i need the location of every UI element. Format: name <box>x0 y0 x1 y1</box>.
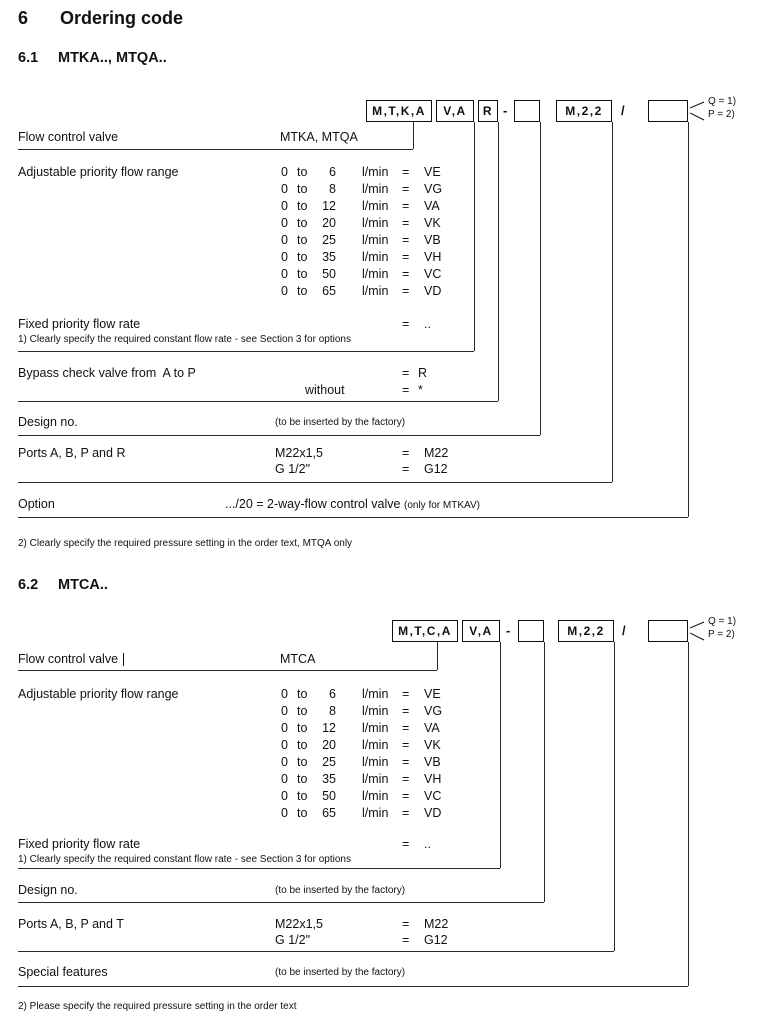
flow-max: 25 <box>322 233 336 247</box>
qp-bracket-icon-61 <box>690 100 706 126</box>
flow-code: VH <box>424 250 442 264</box>
flow-unit: l/min <box>362 233 389 247</box>
ports-code-metric-61: M22 <box>424 446 449 460</box>
adjustable-range-label-62: Adjustable priority flow range <box>18 687 179 701</box>
flow-to-word: to <box>297 772 308 786</box>
subsection-61-number: 6.1 <box>18 50 39 66</box>
flow-unit: l/min <box>362 806 389 820</box>
flow-max: 25 <box>322 755 336 769</box>
flow-from: 0 <box>281 233 288 247</box>
footnote-1-62: 1) Clearly specify the required constant flow rate - see Section 3 for options <box>18 854 351 865</box>
flow-code: VC <box>424 267 442 281</box>
ports-thread-metric-62: M22x1,5 <box>275 917 323 931</box>
flow-code: VA <box>424 721 440 735</box>
rule-flow-control-62 <box>18 670 437 671</box>
subsection-61-title: MTKA.., MTQA.. <box>58 50 167 66</box>
flow-max: 8 <box>329 704 336 718</box>
flow-from: 0 <box>281 806 288 820</box>
flow-from: 0 <box>281 284 288 298</box>
flow-range-row <box>0 165 765 182</box>
flow-unit: l/min <box>362 267 389 281</box>
flow-range-row <box>0 738 765 755</box>
code-box-bypass-61: R <box>478 100 498 122</box>
equals-sign: = <box>402 772 410 786</box>
code-box-ports-62: M,2,2 <box>558 620 614 642</box>
ports-code-gas-61: G12 <box>424 462 448 476</box>
flow-to-word: to <box>297 165 308 179</box>
ports-code-gas-62: G12 <box>424 933 448 947</box>
flow-code: VG <box>424 182 443 196</box>
flow-to-word: to <box>297 738 308 752</box>
flow-code: VD <box>424 806 442 820</box>
flow-code: VH <box>424 772 442 786</box>
fixed-rate-label-62: Fixed priority flow rate <box>18 837 141 851</box>
connector-line-flow-control-61 <box>413 122 414 149</box>
flow-range-row <box>0 687 765 704</box>
bypass-code-61: R <box>418 366 428 380</box>
flow-code: VB <box>424 233 441 247</box>
qp-bracket-icon-62 <box>690 620 706 646</box>
flow-range-table-61 <box>0 165 765 301</box>
bypass-without-code-61: * <box>418 383 423 397</box>
option-note-61: (only for MTKAV) <box>404 500 480 511</box>
ports-label-61: Ports A, B, P and R <box>18 446 126 460</box>
ports-thread-metric-61: M22x1,5 <box>275 446 323 460</box>
rule-ports-62 <box>18 951 614 952</box>
code-box-product-62: M,T,C,A <box>392 620 458 642</box>
flow-code: VK <box>424 216 441 230</box>
equals-sign: = <box>402 837 410 851</box>
rule-flow-range-61 <box>18 351 474 352</box>
equals-sign: = <box>402 250 410 264</box>
flow-code: VG <box>424 704 443 718</box>
code-box-ports-61: M,2,2 <box>556 100 612 122</box>
equals-sign: = <box>402 383 410 397</box>
flow-range-row <box>0 182 765 199</box>
bypass-label-61: Bypass check valve from A to P <box>18 366 196 380</box>
q-option-label-61: Q = 1) <box>708 96 737 107</box>
flow-to-word: to <box>297 687 308 701</box>
ports-label-62: Ports A, B, P and T <box>18 917 124 931</box>
flow-code: VC <box>424 789 442 803</box>
code-box-product-61: M,T,K,A <box>366 100 432 122</box>
flow-control-label-61: Flow control valve <box>18 130 119 144</box>
equals-sign: = <box>402 917 410 931</box>
rule-ports-61 <box>18 482 612 483</box>
p-option-label-62: P = 2) <box>708 629 735 640</box>
flow-control-value-62: MTCA <box>280 652 316 666</box>
flow-to-word: to <box>297 704 308 718</box>
q-option-label-62: Q = 1) <box>708 616 737 627</box>
flow-to-word: to <box>297 721 308 735</box>
footnote-1-61: 1) Clearly specify the required constant flow rate - see Section 3 for options <box>18 334 351 345</box>
connector-line-flow-control-62 <box>437 642 438 670</box>
equals-sign: = <box>402 199 410 213</box>
flow-to-word: to <box>297 199 308 213</box>
flow-to-word: to <box>297 267 308 281</box>
flow-code: VK <box>424 738 441 752</box>
equals-sign: = <box>402 165 410 179</box>
fixed-rate-label-61: Fixed priority flow rate <box>18 317 141 331</box>
flow-range-row <box>0 704 765 721</box>
special-features-note-62: (to be inserted by the factory) <box>275 967 406 978</box>
flow-range-row <box>0 216 765 233</box>
equals-sign: = <box>402 233 410 247</box>
flow-unit: l/min <box>362 165 389 179</box>
slash-separator-62: / <box>622 623 626 638</box>
flow-max: 12 <box>322 721 336 735</box>
equals-sign: = <box>402 182 410 196</box>
code-box-special-62 <box>648 620 688 642</box>
flow-unit: l/min <box>362 721 389 735</box>
flow-from: 0 <box>281 216 288 230</box>
design-note-61: (to be inserted by the factory) <box>275 417 406 428</box>
flow-unit: l/min <box>362 182 389 196</box>
fixed-rate-code-61: .. <box>424 317 431 331</box>
subsection-62-title: MTCA.. <box>58 577 108 593</box>
equals-sign: = <box>402 806 410 820</box>
flow-to-word: to <box>297 233 308 247</box>
option-value-61: .../20 = 2-way-flow control valve <box>225 497 401 511</box>
flow-max: 65 <box>322 284 336 298</box>
subsection-62-number: 6.2 <box>18 577 39 593</box>
flow-code: VD <box>424 284 442 298</box>
flow-unit: l/min <box>362 199 389 213</box>
flow-range-row <box>0 789 765 806</box>
flow-control-value-61: MTKA, MTQA <box>280 130 358 144</box>
ports-code-metric-62: M22 <box>424 917 449 931</box>
flow-unit: l/min <box>362 216 389 230</box>
flow-max: 50 <box>322 267 336 281</box>
bypass-without-label-61: without <box>305 383 345 397</box>
equals-sign: = <box>402 462 410 476</box>
flow-unit: l/min <box>362 738 389 752</box>
flow-unit: l/min <box>362 704 389 718</box>
flow-from: 0 <box>281 755 288 769</box>
flow-max: 35 <box>322 772 336 786</box>
equals-sign: = <box>402 721 410 735</box>
equals-sign: = <box>402 755 410 769</box>
flow-from: 0 <box>281 789 288 803</box>
flow-unit: l/min <box>362 755 389 769</box>
flow-range-row <box>0 199 765 216</box>
flow-max: 8 <box>329 182 336 196</box>
flow-to-word: to <box>297 806 308 820</box>
flow-to-word: to <box>297 216 308 230</box>
flow-to-word: to <box>297 755 308 769</box>
ports-thread-gas-61: G 1/2" <box>275 462 311 476</box>
equals-sign: = <box>402 366 410 380</box>
equals-sign: = <box>402 446 410 460</box>
code-box-flow-range-62: V,A <box>462 620 500 642</box>
flow-to-word: to <box>297 789 308 803</box>
flow-from: 0 <box>281 687 288 701</box>
code-box-flow-range-61: V,A <box>436 100 474 122</box>
page-title: Ordering code <box>60 8 184 28</box>
flow-control-label-62: Flow control valve <box>18 652 119 666</box>
equals-sign: = <box>402 738 410 752</box>
option-label-61: Option <box>18 497 55 511</box>
flow-max: 6 <box>329 687 336 701</box>
flow-from: 0 <box>281 165 288 179</box>
flow-range-row <box>0 721 765 738</box>
flow-range-row <box>0 755 765 772</box>
flow-to-word: to <box>297 182 308 196</box>
ports-thread-gas-62: G 1/2" <box>275 933 311 947</box>
equals-sign: = <box>402 933 410 947</box>
flow-unit: l/min <box>362 284 389 298</box>
rule-option-61 <box>18 517 688 518</box>
slash-separator-61: / <box>621 103 625 118</box>
flow-code: VA <box>424 199 440 213</box>
equals-sign: = <box>402 216 410 230</box>
equals-sign: = <box>402 267 410 281</box>
flow-code: VB <box>424 755 441 769</box>
equals-sign: = <box>402 789 410 803</box>
flow-from: 0 <box>281 738 288 752</box>
text-cursor <box>123 653 124 666</box>
rule-flow-range-62 <box>18 868 500 869</box>
rule-bypass-61 <box>18 401 498 402</box>
flow-unit: l/min <box>362 772 389 786</box>
adjustable-range-label-61: Adjustable priority flow range <box>18 165 179 179</box>
design-label-62: Design no. <box>18 883 78 897</box>
flow-max: 35 <box>322 250 336 264</box>
rule-design-61 <box>18 435 540 436</box>
flow-unit: l/min <box>362 687 389 701</box>
flow-from: 0 <box>281 182 288 196</box>
flow-to-word: to <box>297 284 308 298</box>
flow-from: 0 <box>281 267 288 281</box>
p-option-label-61: P = 2) <box>708 109 735 120</box>
rule-special-62 <box>18 986 688 987</box>
code-box-design-61 <box>514 100 540 122</box>
rule-design-62 <box>18 902 544 903</box>
equals-sign: = <box>402 317 410 331</box>
design-note-62: (to be inserted by the factory) <box>275 885 406 896</box>
flow-range-row <box>0 250 765 267</box>
flow-range-table-62 <box>0 687 765 823</box>
design-label-61: Design no. <box>18 415 78 429</box>
flow-range-row <box>0 233 765 250</box>
flow-code: VE <box>424 687 441 701</box>
flow-from: 0 <box>281 721 288 735</box>
flow-unit: l/min <box>362 250 389 264</box>
flow-from: 0 <box>281 199 288 213</box>
code-box-option-61 <box>648 100 688 122</box>
flow-max: 65 <box>322 806 336 820</box>
flow-range-row <box>0 806 765 823</box>
footnote-2-61: 2) Clearly specify the required pressure setting in the order text, MTQA only <box>18 538 353 549</box>
flow-unit: l/min <box>362 789 389 803</box>
flow-max: 6 <box>329 165 336 179</box>
flow-from: 0 <box>281 250 288 264</box>
flow-range-row <box>0 772 765 789</box>
flow-from: 0 <box>281 772 288 786</box>
equals-sign: = <box>402 284 410 298</box>
flow-max: 12 <box>322 199 336 213</box>
code-box-design-62 <box>518 620 544 642</box>
equals-sign: = <box>402 704 410 718</box>
flow-max: 20 <box>322 738 336 752</box>
dash-separator-62: - <box>506 623 511 638</box>
flow-range-row <box>0 284 765 301</box>
dash-separator-61: - <box>503 103 508 118</box>
footnote-2-62: 2) Please specify the required pressure setting in the order text <box>18 1001 297 1012</box>
flow-code: VE <box>424 165 441 179</box>
fixed-rate-code-62: .. <box>424 837 431 851</box>
flow-max: 50 <box>322 789 336 803</box>
equals-sign: = <box>402 687 410 701</box>
chapter-number: 6 <box>18 8 29 28</box>
flow-max: 20 <box>322 216 336 230</box>
rule-flow-control-61 <box>18 149 413 150</box>
flow-from: 0 <box>281 704 288 718</box>
flow-to-word: to <box>297 250 308 264</box>
flow-range-row <box>0 267 765 284</box>
special-features-label-62: Special features <box>18 965 108 979</box>
